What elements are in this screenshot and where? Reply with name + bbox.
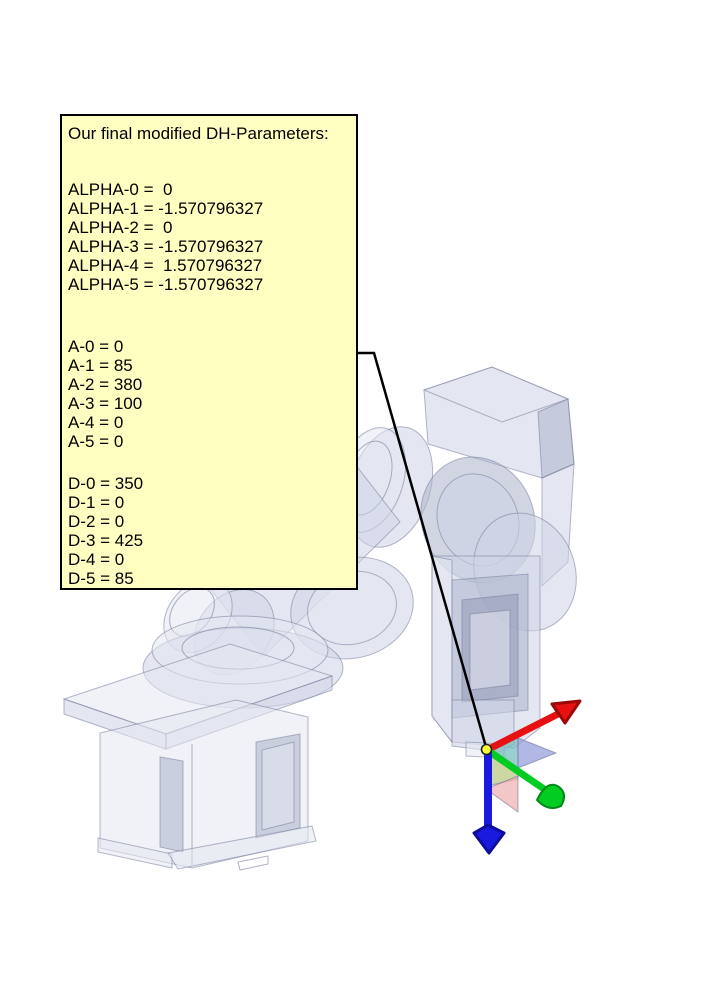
- parameter-line: ALPHA-3 = -1.570796327: [68, 237, 264, 256]
- tcp-origin-marker: [482, 745, 492, 755]
- dh-parameters-note: [60, 114, 358, 590]
- z-axis-arrowhead: [474, 825, 504, 853]
- parameter-line: D-4 = 0: [68, 550, 125, 569]
- parameter-line: ALPHA-2 = 0: [68, 218, 173, 237]
- parameter-line: D-0 = 350: [68, 474, 144, 493]
- parameter-line: D-5 = 85: [68, 569, 134, 588]
- note-title: Our final modified DH-Parameters:: [68, 124, 329, 143]
- parameter-line: A-2 = 380: [68, 375, 143, 394]
- parameter-line: A-4 = 0: [68, 413, 124, 432]
- parameter-line: ALPHA-1 = -1.570796327: [68, 199, 264, 218]
- robot-base: [64, 644, 332, 870]
- parameter-line: D-2 = 0: [68, 512, 125, 531]
- d-parameter-list: [68, 474, 143, 588]
- a-parameter-list: [68, 337, 142, 451]
- parameter-line: D-3 = 425: [68, 531, 144, 550]
- parameter-line: A-5 = 0: [68, 432, 124, 451]
- x-axis-arrowhead: [552, 701, 580, 723]
- parameter-line: ALPHA-4 = 1.570796327: [68, 256, 263, 275]
- parameter-line: A-0 = 0: [68, 337, 124, 356]
- alpha-parameter-list: [68, 180, 263, 294]
- parameter-line: A-3 = 100: [68, 394, 143, 413]
- parameter-line: ALPHA-0 = 0: [68, 180, 173, 199]
- plane-xy-lavender-half: [518, 738, 556, 768]
- parameter-line: A-1 = 85: [68, 356, 133, 375]
- parameter-line: D-1 = 0: [68, 493, 125, 512]
- parameter-line: ALPHA-5 = -1.570796327: [68, 275, 264, 294]
